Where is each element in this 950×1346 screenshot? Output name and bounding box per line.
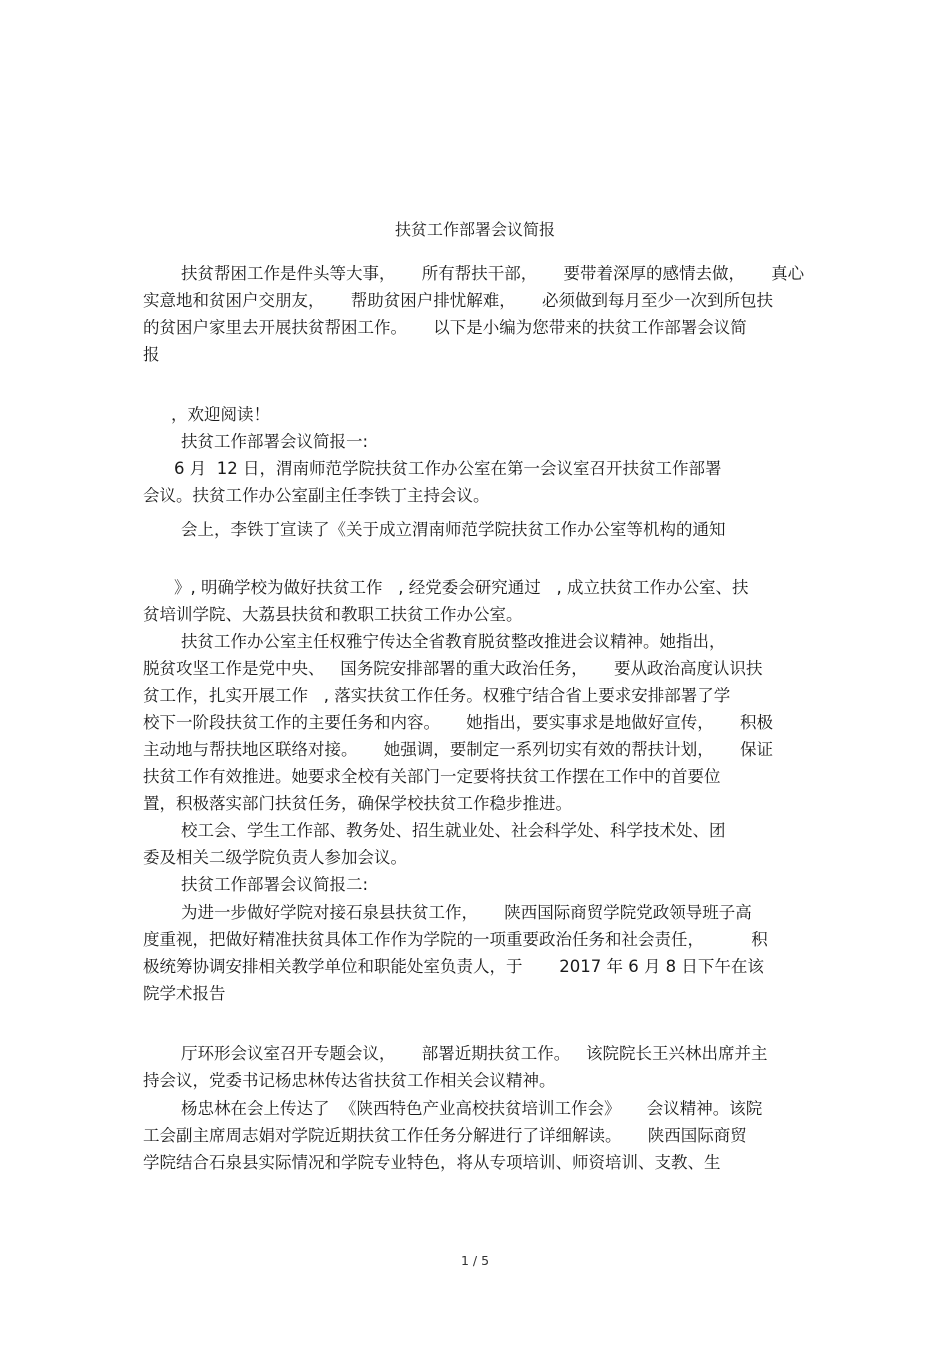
text-line: 杨忠林在会上传达了 《陕西特色产业高校扶贫培训工作会》 会议精神。该院 [181, 1099, 763, 1118]
text-line: 扶贫工作部署会议简报一: [181, 432, 369, 451]
text-line: 会上，李铁丁宣读了《关于成立渭南师范学院扶贫工作办公室等机构的通知 [181, 520, 726, 539]
text-line: 脱贫攻坚工作是党中央、 国务院安排部署的重大政治任务， 要从政治高度认识扶 [143, 659, 763, 678]
text-line: 置，积极落实部门扶贫任务，确保学校扶贫工作稳步推进。 [143, 794, 572, 813]
text-line: 贫培训学院、大荔县扶贫和教职工扶贫工作办公室。 [143, 605, 523, 624]
text-line: 扶贫帮困工作是件头等大事， 所有帮扶干部， 要带着深厚的感情去做， 真心 [181, 264, 805, 283]
text-line: 主动地与帮扶地区联络对接。 她强调，要制定一系列切实有效的帮扶计划， 保证 [143, 740, 773, 759]
text-line: 极统筹协调安排相关教学单位和职能处室负责人，于 2017 年 6 月 8 日下午在该 [143, 957, 764, 976]
document-title: 扶贫工作部署会议简报 [394, 220, 555, 239]
text-line: 校下一阶段扶贫工作的主要任务和内容。 她指出，要实事求是地做好宣传， 积极 [143, 713, 773, 732]
text-line: 为进一步做好学院对接石泉县扶贫工作， 陕西国际商贸学院党政领导班子高 [181, 903, 752, 922]
text-line: 扶贫工作有效推进。她要求全校有关部门一定要将扶贫工作摆在工作中的首要位 [143, 767, 721, 786]
text-line: 学院结合石泉县实际情况和学院专业特色，将从专项培训、师资培训、支教、生 [143, 1153, 721, 1172]
text-line: 度重视，把做好精准扶贫具体工作作为学院的一项重要政治任务和社会责任， 积 [143, 930, 768, 949]
text-line: 报 [143, 345, 160, 364]
text-line: ，欢迎阅读！ [171, 405, 270, 424]
text-line: 持会议，党委书记杨忠林传达省扶贫工作相关会议精神。 [143, 1071, 556, 1090]
text-line: 扶贫工作部署会议简报二: [181, 875, 369, 894]
text-line: 贫工作，扎实开展工作 , 落实扶贫工作任务。权雅宁结合省上要求安排部署了学 [143, 686, 731, 705]
text-line: 》, 明确学校为做好扶贫工作 , 经党委会研究通过 , 成立扶贫工作办公室、扶 [174, 578, 749, 597]
text-line: 校工会、学生工作部、教务处、招生就业处、社会科学处、科学技术处、团 [181, 821, 726, 840]
text-line: 工会副主席周志娟对学院近期扶贫工作任务分解进行了详细解读。 陕西国际商贸 [143, 1126, 747, 1145]
text-line: 6 月 12 日，渭南师范学院扶贫工作办公室在第一会议室召开扶贫工作部署 [174, 459, 722, 478]
text-line: 实意地和贫困户交朋友， 帮助贫困户排忧解难， 必须做到每月至少一次到所包扶 [143, 291, 773, 310]
text-line: 会议。扶贫工作办公室副主任李铁丁主持会议。 [143, 486, 490, 505]
text-line: 院学术报告 [143, 984, 226, 1003]
page-indicator: 1 / 5 [460, 1253, 490, 1268]
text-line: 的贫困户家里去开展扶贫帮困工作。 以下是小编为您带来的扶贫工作部署会议简 [143, 318, 747, 337]
text-line: 委及相关二级学院负责人参加会议。 [143, 848, 407, 867]
text-line: 厅环形会议室召开专题会议， 部署近期扶贫工作。 该院院长王兴林出席并主 [181, 1044, 768, 1063]
text-line: 扶贫工作办公室主任权雅宁传达全省教育脱贫整改推进会议精神。她指出， [181, 632, 726, 651]
